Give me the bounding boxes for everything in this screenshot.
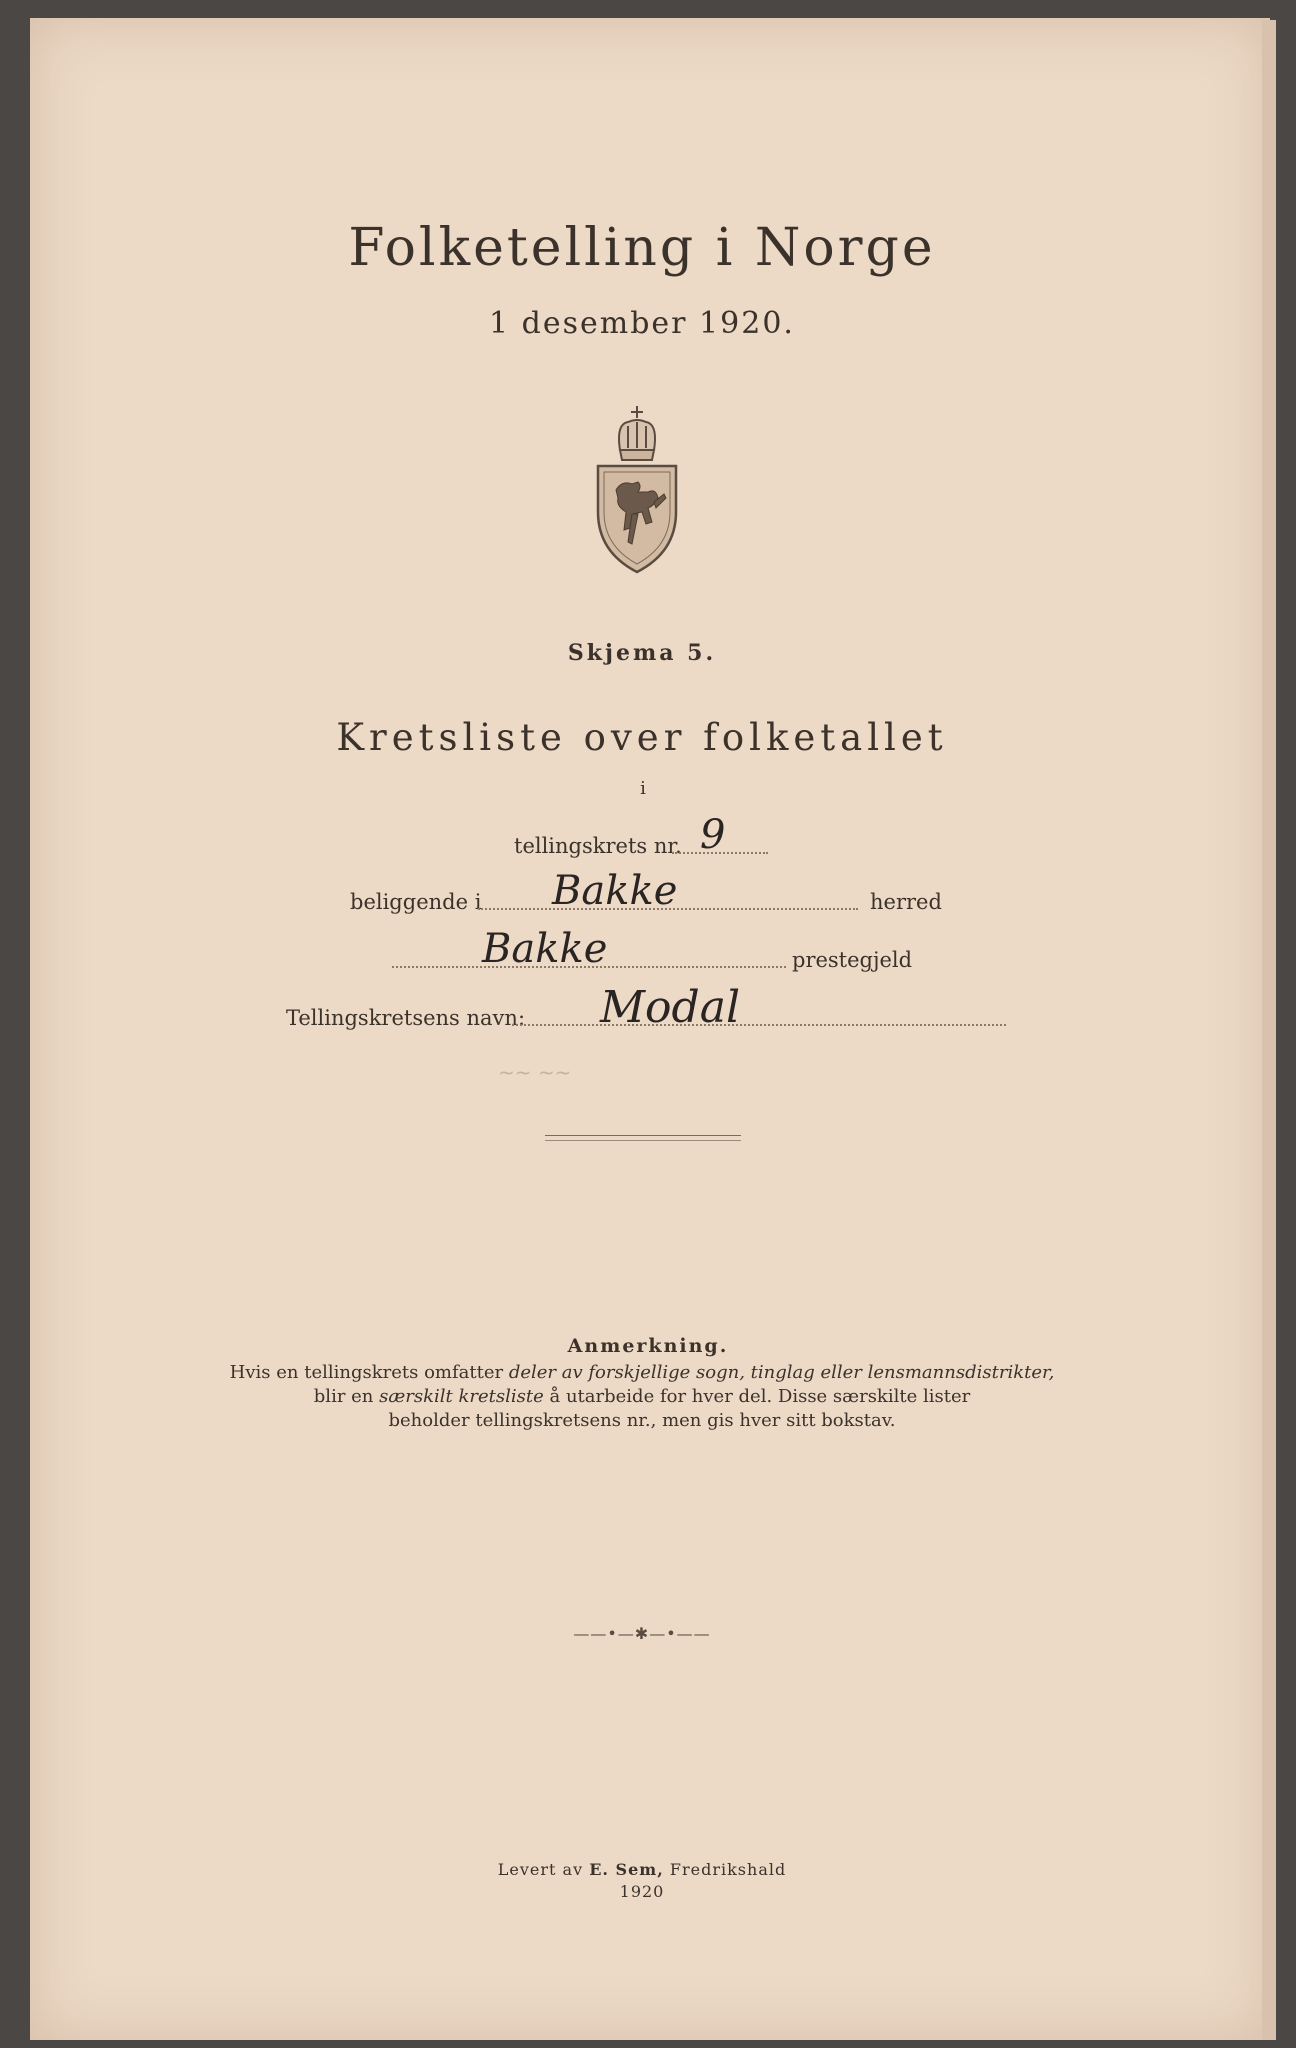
note-line-3: beholder tellingskretsens nr., men gis hver sitt bokstav. [388,1410,896,1431]
beliggende-label: beliggende i [350,890,482,914]
printer-year: 1920 [619,1882,665,1901]
navn-value: Modal [600,982,741,1033]
tellingskrets-label: tellingskrets nr. [514,834,682,858]
page-edge [1262,20,1276,2040]
herred-label: herred [870,890,942,914]
preposition-i: i [640,778,646,799]
navn-dotted-line [512,1024,1006,1026]
prestegjeld-label: prestegjeld [792,948,913,972]
document-title: Folketelling i Norge [348,218,936,278]
note-line-1: Hvis en tellingskrets omfatter deler av forskjellige sogn, tinglag eller lensmannsdistrikter, [229,1362,1055,1383]
ornament-divider: ——•—✱—•—— [573,1624,711,1643]
faint-pencil-mark: ~~ ~~ [498,1060,572,1084]
form-number: Skjema 5. [567,640,717,666]
printer-line: Levert av E. Sem, Fredrikshald [497,1860,787,1879]
beliggende-value: Bakke [552,868,678,914]
note-title: Anmerkning. [567,1335,729,1357]
navn-label: Tellingskretsens navn: [286,1006,526,1030]
tellingskrets-value: 9 [700,812,726,858]
prestegjeld-value: Bakke [482,926,608,972]
strike-line-2 [545,1140,741,1141]
form-heading: Kretsliste over folketallet [336,716,948,759]
strike-line [545,1135,741,1136]
document-date: 1 desember 1920. [489,306,795,341]
note-line-2: blir en særskilt kretsliste å utarbeide for hver del. Disse særskilte lister [313,1386,971,1407]
norwegian-coat-of-arms-icon [592,402,682,574]
